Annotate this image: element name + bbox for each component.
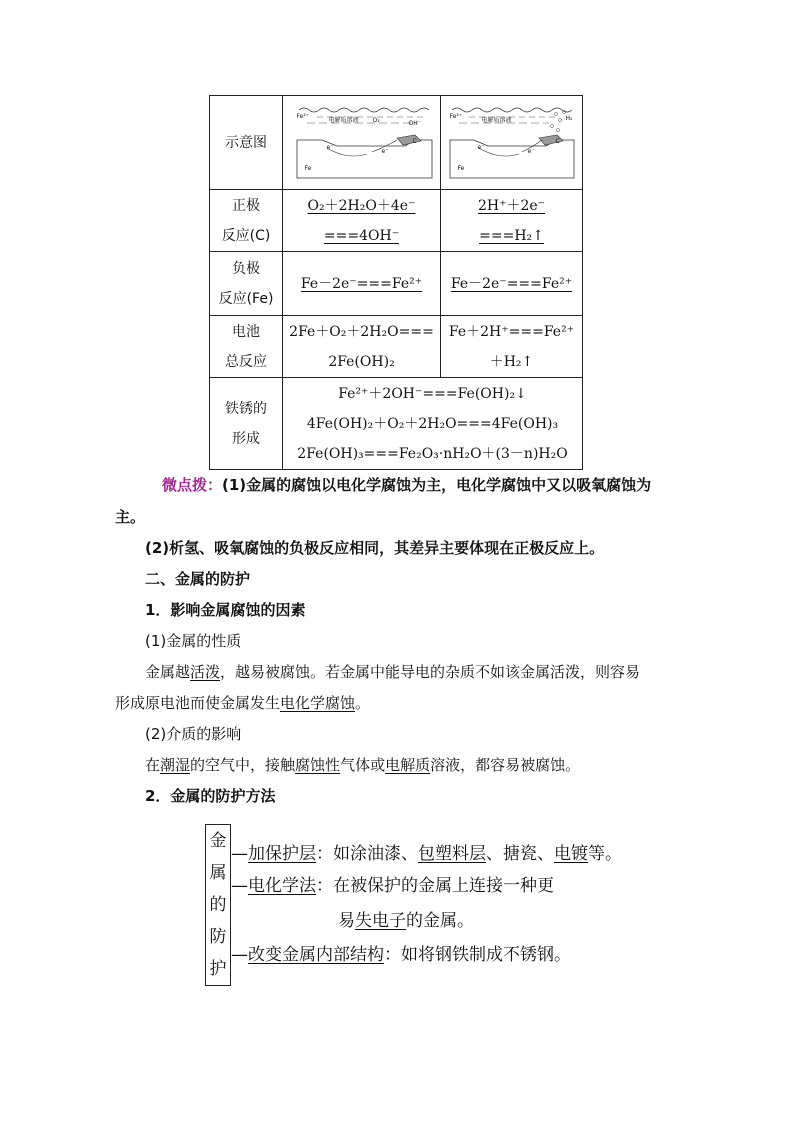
carbon-label: C <box>412 137 417 145</box>
electron-label: e⁻ <box>381 147 389 155</box>
total-hydrogen: Fe＋2H⁺===Fe²⁺ ＋H₂↑ <box>441 316 583 378</box>
carbon-label: C <box>555 137 560 145</box>
protection-bracket <box>230 852 241 955</box>
oh-label: OH⁻ <box>408 119 421 127</box>
diagram-hydrogen-evolution <box>441 96 583 190</box>
electron-label: e⁻ <box>477 143 485 151</box>
protection-box-label: 金 属 的 防 护 <box>205 824 231 986</box>
row-label-total: 电池 总反应 <box>210 316 283 378</box>
method-internal-structure: —改变金属内部结构：如将钢铁制成不锈钢。 <box>231 945 571 965</box>
note-line-2: (2)析氢、吸氧腐蚀的负极反应相同，其差异主要体现在正极反应上。 <box>145 539 605 557</box>
iron-label: Fe <box>457 164 465 172</box>
cathode-oxygen: O₂＋2H₂O＋4e⁻ ===4OH⁻ <box>283 190 441 252</box>
row-label-diagram: 示意图 <box>210 96 283 190</box>
subsection-protection-methods: 2．金属的防护方法 <box>145 787 276 805</box>
method-electrochemical-cont: 易失电子的金属。 <box>338 911 474 931</box>
anode-oxygen: Fe－2e⁻===Fe²⁺ <box>283 252 441 316</box>
o2-label: O₂ <box>372 116 380 124</box>
iron-label: Fe <box>304 164 312 172</box>
paragraph-medium: 在潮湿的空气中，接触腐蚀性气体或电解质溶液，都容易被腐蚀。 <box>145 756 581 774</box>
total-oxygen: 2Fe＋O₂＋2H₂O=== 2Fe(OH)₂ <box>283 316 441 378</box>
rust-formation: Fe²⁺＋2OH⁻===Fe(OH)₂↓ 4Fe(OH)₂＋O₂＋2H₂O===4Fe(OH)₃ 2Fe(OH)₃===Fe₂O₃·nH₂O＋(3－n)H₂O <box>283 378 583 470</box>
row-label-rust: 铁锈的 形成 <box>210 378 283 470</box>
row-label-anode: 负极 反应(Fe) <box>210 252 283 316</box>
subsection-medium: (2)介质的影响 <box>145 725 242 743</box>
row-label-cathode: 正极 反应(C) <box>210 190 283 252</box>
paragraph-metal-nature-2: 形成原电池而使金属发生电化学腐蚀。 <box>115 694 371 712</box>
fe-ion-label: Fe²⁺ <box>449 112 462 120</box>
method-protective-layer: —加保护层：如涂油漆、包塑料层、搪瓷、电镀等。 <box>231 844 622 864</box>
fe-ion-label: Fe²⁺ <box>296 112 309 120</box>
section-title: 二、金属的防护 <box>145 570 251 588</box>
h2-label: H₂ <box>565 114 573 122</box>
paragraph-metal-nature-1: 金属越活泼，越易被腐蚀。若金属中能导电的杂质不如该金属活泼，则容易 <box>145 663 641 681</box>
cathode-hydrogen: 2H⁺＋2e⁻ ===H₂↑ <box>441 190 583 252</box>
anode-hydrogen: Fe－2e⁻===Fe²⁺ <box>441 252 583 316</box>
note-line-1-cont: 主。 <box>115 508 146 526</box>
diagram-oxygen-absorption <box>283 96 441 190</box>
corrosion-table <box>209 95 583 470</box>
note-line-1: 微点拨：(1)金属的腐蚀以电化学腐蚀为主，电化学腐蚀中又以吸氧腐蚀为 <box>162 476 652 494</box>
electron-label: e⁻ <box>527 147 535 155</box>
solution-label: 电解质溶液 <box>328 116 359 124</box>
subsection-factors: 1．影响金属腐蚀的因素 <box>145 601 306 619</box>
subsection-metal-nature: (1)金属的性质 <box>145 632 242 650</box>
method-electrochemical: —电化学法：在被保护的金属上连接一种更 <box>231 876 554 896</box>
solution-label: 电解质溶液 <box>481 116 512 124</box>
electron-label: e⁻ <box>326 143 334 151</box>
